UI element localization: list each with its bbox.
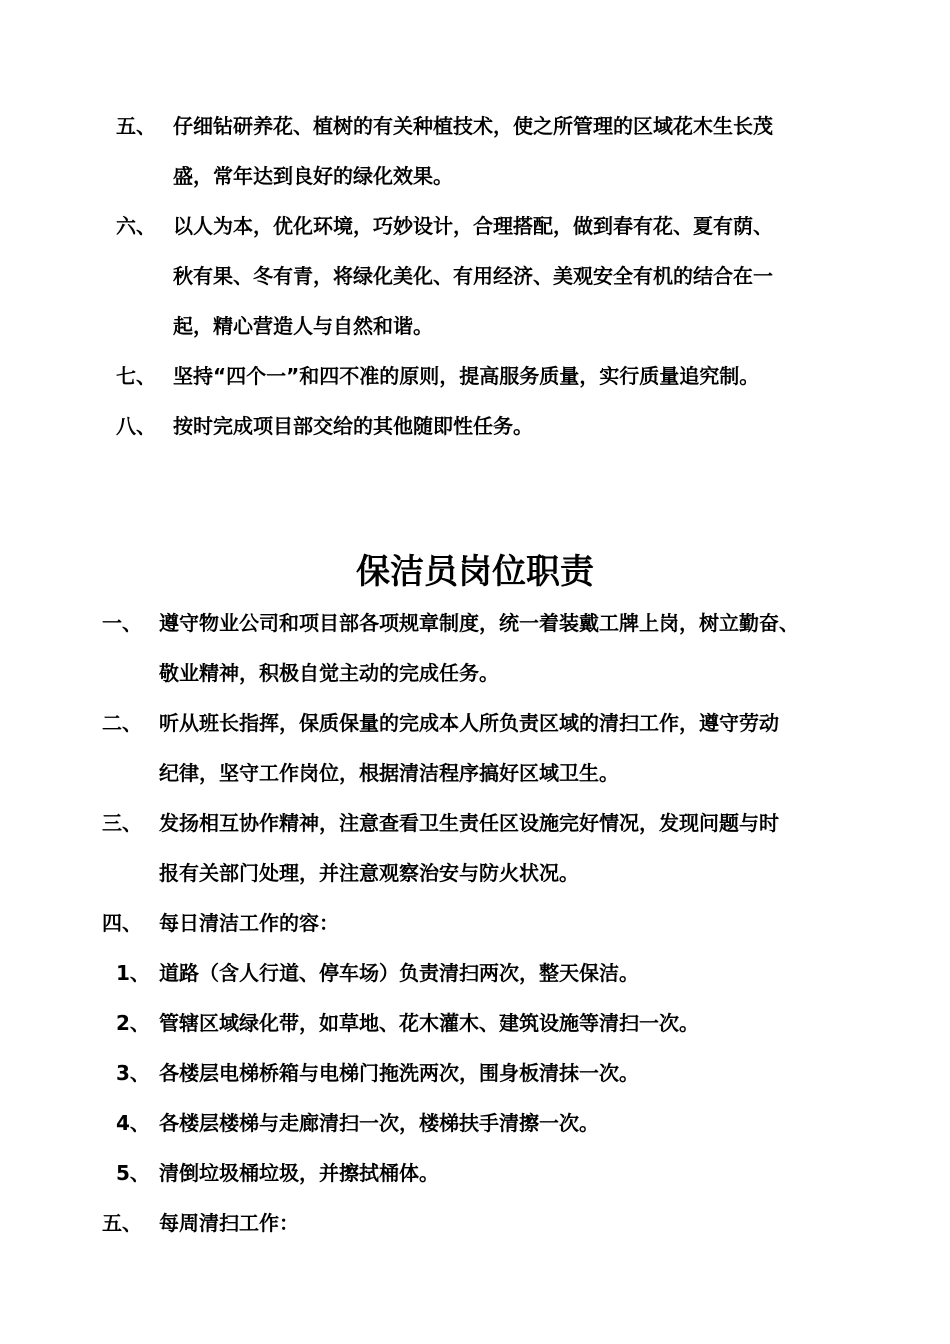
list-marker: 七、: [116, 364, 156, 388]
sublist-marker: 5、: [116, 1161, 150, 1185]
list-marker: 五、: [116, 114, 156, 138]
sublist-item-text: 清倒垃圾桶垃圾，并擦拭桶体。: [159, 1161, 439, 1185]
sublist-item-text: 各楼层楼梯与走廊清扫一次，楼梯扶手清擦一次。: [159, 1111, 599, 1135]
list-item-text: 秋有果、冬有青，将绿化美化、有用经济、美观安全有机的结合在一: [173, 264, 773, 288]
sublist-item-text: 管辖区域绿化带，如草地、花木灌木、建筑设施等清扫一次。: [159, 1011, 699, 1035]
list-item-text: 盛，常年达到良好的绿化效果。: [173, 164, 453, 188]
sublist-item-text: 道路（含人行道、停车场）负责清扫两次，整天保洁。: [159, 961, 639, 985]
list-marker: 四、: [102, 911, 142, 935]
list-item-text: 敬业精神，积极自觉主动的完成任务。: [159, 661, 499, 685]
list-marker: 一、: [102, 611, 142, 635]
list-item-text: 按时完成项目部交给的其他随即性任务。: [173, 414, 533, 438]
list-marker: 八、: [116, 414, 156, 438]
list-item-text: 听从班长指挥，保质保量的完成本人所负责区域的清扫工作，遵守劳动: [159, 711, 779, 735]
list-marker: 三、: [102, 811, 142, 835]
list-item-text: 坚持“四个一”和四不准的原则，提高服务质量，实行质量追究制。: [173, 364, 760, 388]
list-marker: 六、: [116, 214, 156, 238]
list-item-text: 报有关部门处理，并注意观察治安与防火状况。: [159, 861, 579, 885]
list-item-text: 起，精心营造人与自然和谐。: [173, 314, 433, 338]
list-item-text: 遵守物业公司和项目部各项规章制度，统一着装戴工牌上岗，树立勤奋、: [159, 611, 799, 635]
sublist-marker: 2、: [116, 1011, 150, 1035]
sublist-marker: 3、: [116, 1061, 150, 1085]
list-item-text: 仔细钻研养花、植树的有关种植技术，使之所管理的区域花木生长茂: [173, 114, 773, 138]
list-item-text: 纪律，坚守工作岗位，根据清洁程序搞好区域卫生。: [159, 761, 619, 785]
section-title: 保洁员岗位职责: [356, 552, 594, 592]
list-marker: 五、: [102, 1211, 142, 1235]
sublist-marker: 4、: [116, 1111, 150, 1135]
sublist-item-text: 各楼层电梯桥箱与电梯门拖洗两次，围身板清抹一次。: [159, 1061, 639, 1085]
list-item-text: 发扬相互协作精神，注意查看卫生责任区设施完好情况，发现问题与时: [159, 811, 779, 835]
sublist-marker: 1、: [116, 961, 150, 985]
list-item-text: 以人为本，优化环境，巧妙设计，合理搭配，做到春有花、夏有荫、: [173, 214, 773, 238]
list-item-text: 每日清洁工作的容：: [159, 911, 339, 935]
list-item-text: 每周清扫工作：: [159, 1211, 299, 1235]
list-marker: 二、: [102, 711, 142, 735]
